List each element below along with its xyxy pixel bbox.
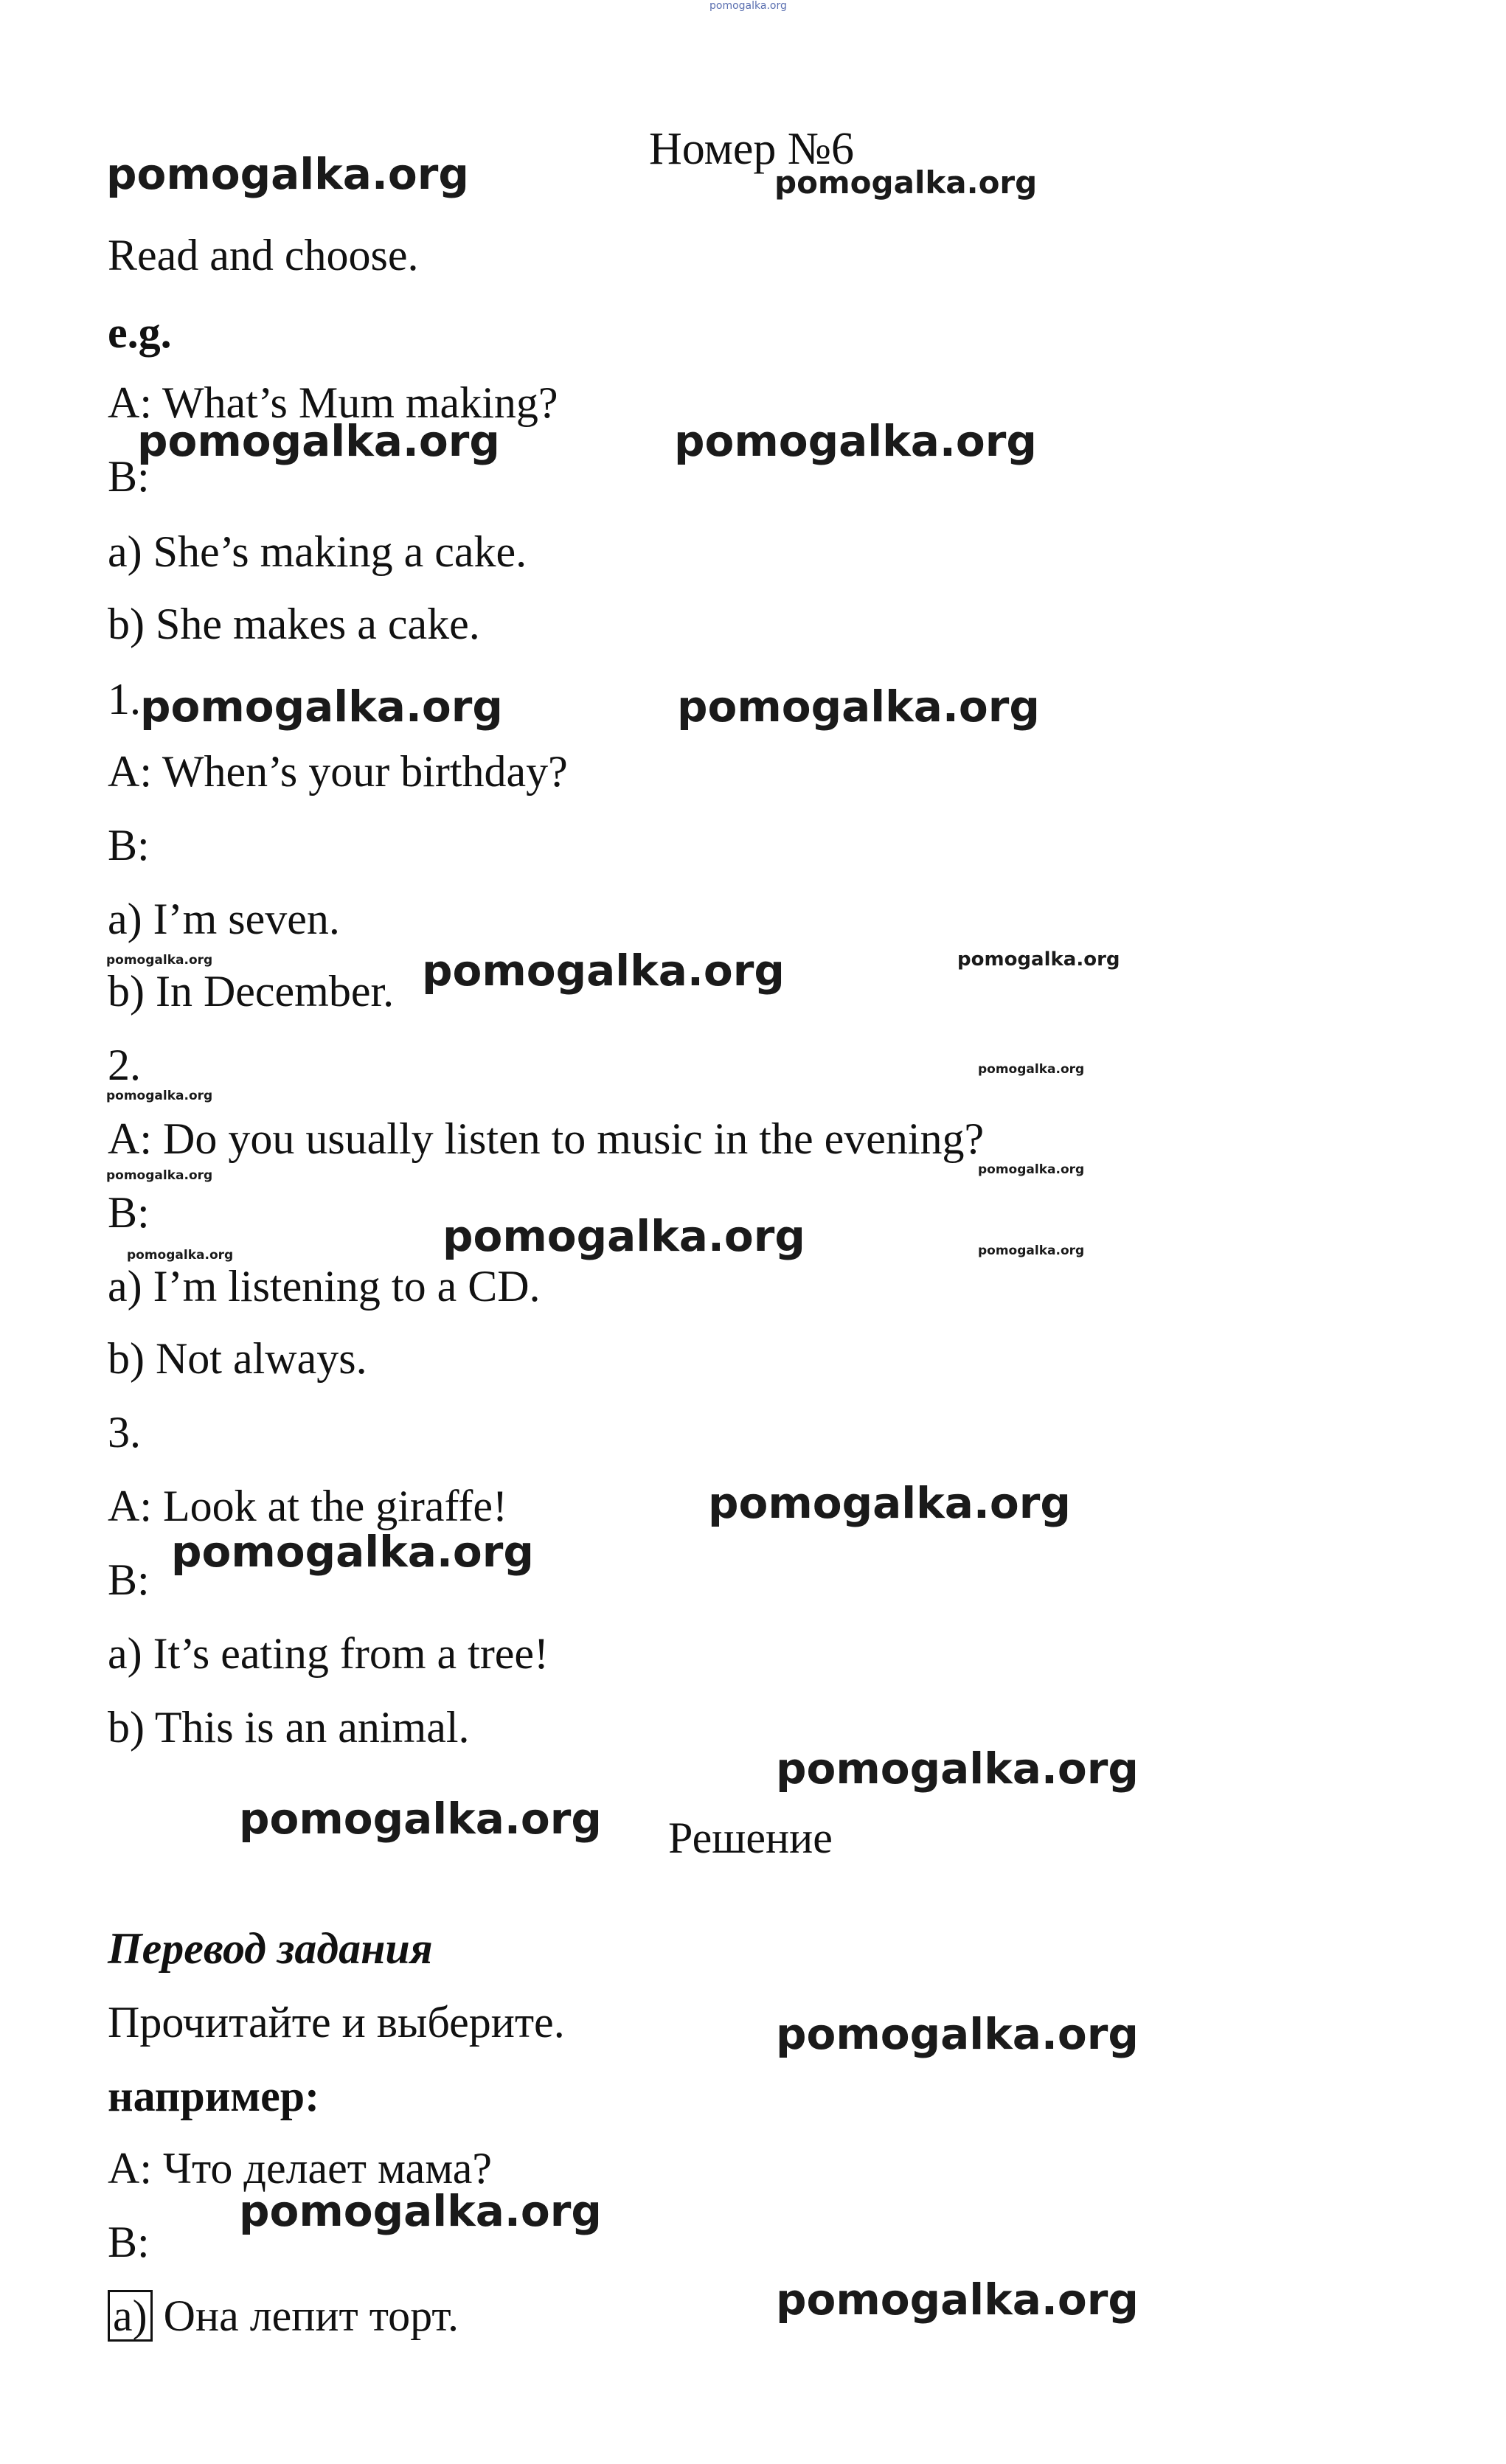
item-number: 1. (108, 675, 141, 723)
site-tag: pomogalka.org (709, 0, 787, 12)
watermark: pomogalka.org (422, 945, 785, 996)
item-question: A: Look at the giraffe! (108, 1482, 508, 1530)
watermark: pomogalka.org (776, 2009, 1139, 2059)
watermark: pomogalka.org (776, 1743, 1139, 1794)
example-question: A: What’s Mum making? (108, 378, 558, 427)
watermark: pomogalka.org (443, 1211, 805, 1261)
watermark: pomogalka.org (708, 1478, 1071, 1528)
instruction: Read and choose. (108, 231, 419, 280)
item-option-b: b) Not always. (108, 1334, 367, 1383)
watermark: pomogalka.org (978, 1062, 1085, 1077)
solution-label: Решение (668, 1814, 833, 1862)
watermark: pomogalka.org (106, 1168, 213, 1183)
watermark: pomogalka.org (774, 164, 1038, 201)
watermark: pomogalka.org (239, 2186, 602, 2236)
item-option-a: a) I’m listening to a CD. (108, 1262, 541, 1311)
watermark: pomogalka.org (127, 1248, 234, 1263)
watermark: pomogalka.org (106, 1089, 213, 1103)
watermark: pomogalka.org (137, 416, 500, 466)
watermark: pomogalka.org (978, 1162, 1085, 1177)
watermark: pomogalka.org (957, 948, 1120, 971)
translation-answer-prompt: B: (108, 2218, 150, 2266)
item-answer-prompt: B: (108, 1188, 150, 1237)
translation-instruction: Прочитайте и выберите. (108, 1998, 565, 2047)
item-option-a: a) It’s eating from a tree! (108, 1629, 549, 1678)
example-option-a: a) She’s making a cake. (108, 527, 527, 576)
watermark: pomogalka.org (677, 681, 1040, 732)
selected-answer-marker: a) (108, 2290, 153, 2342)
watermark: pomogalka.org (776, 2274, 1139, 2325)
translation-eg-label: например: (108, 2072, 320, 2120)
item-answer-prompt: B: (108, 1555, 150, 1604)
page-title: Номер №6 (649, 124, 855, 174)
example-answer-prompt: B: (108, 452, 150, 501)
watermark: pomogalka.org (140, 681, 503, 732)
watermark: pomogalka.org (106, 953, 213, 968)
item-option-b: b) This is an animal. (108, 1703, 470, 1752)
example-option-b: b) She makes a cake. (108, 600, 480, 648)
item-option-b: b) In December. (108, 967, 395, 1016)
watermark: pomogalka.org (171, 1527, 534, 1577)
translation-heading: Перевод задания (108, 1924, 433, 1973)
translation-option-a (108, 2289, 459, 2342)
translation-option-a-text: Она лепит торт. (152, 2291, 459, 2340)
watermark: pomogalka.org (674, 416, 1037, 466)
item-question: A: Do you usually listen to music in the evening? (108, 1114, 985, 1163)
watermark: pomogalka.org (239, 1794, 602, 1844)
watermark: pomogalka.org (106, 149, 469, 199)
item-question: A: When’s your birthday? (108, 747, 568, 796)
eg-label: e.g. (108, 308, 172, 357)
item-option-a: a) I’m seven. (108, 895, 340, 943)
item-number: 2. (108, 1041, 141, 1089)
item-answer-prompt: B: (108, 821, 150, 870)
translation-question: A: Что делает мама? (108, 2144, 493, 2193)
item-number: 3. (108, 1408, 141, 1457)
watermark: pomogalka.org (978, 1243, 1085, 1258)
